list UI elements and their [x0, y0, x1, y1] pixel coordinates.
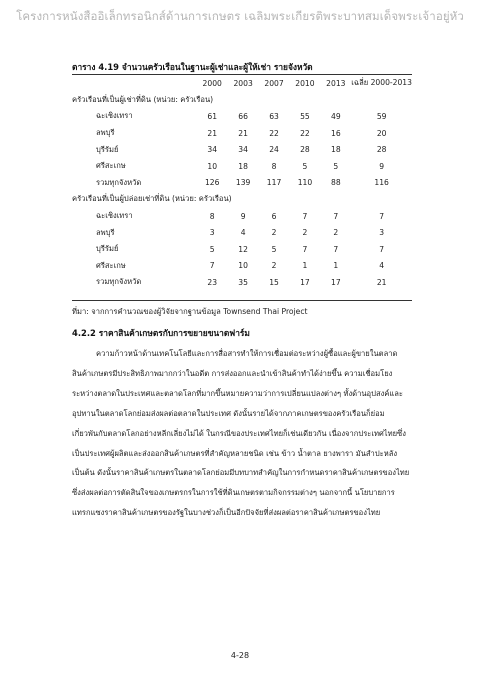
paragraph-line: ระหว่างตลาดในประเทศและตลาดโลกที่มากขึ้นหมายความว่าการเปลี่ยนแปลงต่างๆ ทั้งด้านอุปสงค์และ [72, 388, 403, 398]
table-cell: 10 [207, 161, 218, 171]
table-cell: 21 [376, 277, 387, 287]
table-cell: 17 [300, 277, 310, 287]
table-cell: 8 [209, 211, 215, 221]
table-cell: 23 [207, 277, 218, 287]
column-header: 2010 [295, 78, 315, 88]
column-header: เฉลี่ย 2000-2013 [351, 78, 412, 88]
table-cell: 6 [271, 211, 277, 221]
table-cell: 5 [302, 161, 308, 171]
table-cell: 21 [207, 128, 218, 138]
paragraph-line: ซึ่งส่งผลต่อการตัดสินใจของเกษตรกรในการใช้ที่ดินเกษตรตามกิจกรรมต่างๆ นอกจากนี้ นโยบายการ [72, 488, 395, 498]
table-cell: 3 [209, 228, 215, 238]
table-cell: 35 [238, 277, 248, 287]
table-cell: 88 [331, 178, 341, 188]
table-cell: 17 [331, 277, 341, 287]
table-cell: 34 [207, 145, 218, 155]
column-header: 2003 [233, 78, 253, 88]
column-header [72, 75, 197, 92]
table-cell: 34 [238, 145, 248, 155]
table-cell: 2 [302, 228, 308, 238]
table-cell: 5 [209, 244, 215, 254]
row-label: ลพบุรี [96, 128, 115, 138]
table-cell: 22 [269, 128, 279, 138]
row-label: ศรีสะเกษ [96, 161, 126, 171]
table-cell: 7 [302, 211, 308, 221]
table-header-row [72, 75, 412, 92]
row-label: ฉะเชิงเทรา [96, 211, 133, 221]
paragraph-line: เป็นประเทศผู้ผลิตและส่งออกสินค้าเกษตรที่สำคัญหลายชนิด เช่น ข้าว น้ำตาล ยางพารา มันสำปะหลัง [72, 448, 398, 458]
table-cell: 126 [204, 178, 220, 188]
table-row-total [72, 175, 412, 192]
column-header: 2013 [326, 78, 346, 88]
table-cell: 2 [271, 228, 277, 238]
section-heading: 4.2.2 ราคาสินค้าเกษตรกับการขยายขนาดฟาร์ม [72, 328, 250, 338]
table-cell: 21 [238, 128, 248, 138]
table-cell: 9 [379, 161, 385, 171]
row-label: ลพบุรี [96, 227, 115, 237]
table-cell: 49 [331, 111, 341, 121]
row-label: บุรีรัมย์ [96, 144, 119, 154]
table-cell: 63 [269, 111, 279, 121]
table-cell: 28 [376, 145, 387, 155]
table-cell: 7 [333, 244, 339, 254]
table-row [72, 241, 412, 258]
paragraph-line: อุปทานในตลาดโลกย่อมส่งผลต่อตลาดในประเทศ ดังนั้นรายได้จากภาคเกษตรของครัวเรือนก็ย่อม [72, 408, 385, 418]
table-cell: 66 [238, 111, 248, 121]
data-table [72, 75, 412, 291]
table-cell: 16 [331, 128, 341, 138]
section-heading-row [72, 92, 412, 109]
column-header: 2000 [202, 78, 222, 88]
section-heading-row [72, 191, 412, 208]
table-row [72, 258, 412, 275]
table-cell: 7 [333, 211, 339, 221]
table-row [72, 224, 412, 241]
table-cell: 7 [379, 244, 385, 254]
table-cell: 4 [379, 261, 385, 271]
paragraph-line: สินค้าเกษตรมีประสิทธิภาพมากกว่าในอดีต การส่งออกและนำเข้าสินค้าทำได้ง่ายขึ้น ความเชื่อมโยง [72, 368, 393, 378]
table-cell: 4 [240, 228, 246, 238]
table-cell: 59 [376, 111, 387, 121]
table-cell: 110 [297, 178, 313, 188]
row-label: ฉะเชิงเทรา [96, 111, 133, 121]
table-cell: 10 [238, 261, 248, 271]
table-cell: 1 [302, 261, 308, 271]
table-cell: 2 [333, 228, 339, 238]
table-cell: 1 [333, 261, 339, 271]
table-section-heading: ครัวเรือนที่เป็นผู้เช่าที่ดิน (หน่วย: ครัวเรือน) [72, 94, 214, 104]
table-cell: 24 [269, 145, 279, 155]
table-cell: 8 [271, 161, 277, 171]
table-title: ตาราง 4.19 จำนวนครัวเรือนในฐานะผู้เช่าและผู้ให้เช่า รายจังหวัด [72, 62, 313, 72]
body-paragraph [72, 344, 412, 523]
table-source-note: ที่มา: จากการคำนวณของผู้วิจัยจากฐานข้อมูล Townsend Thai Project [72, 307, 308, 316]
table-row [72, 108, 412, 125]
table-cell: 22 [300, 128, 310, 138]
table-row [72, 125, 412, 142]
table-cell: 116 [374, 178, 389, 188]
table-section-heading: ครัวเรือนที่เป็นผู้ปล่อยเช่าที่ดิน (หน่วย: ครัวเรือน) [72, 194, 232, 204]
table-cell: 5 [271, 244, 277, 254]
table-cell: 9 [240, 211, 246, 221]
row-label: รวมทุกจังหวัด [96, 277, 142, 287]
row-label: รวมทุกจังหวัด [96, 177, 142, 187]
table-cell: 20 [376, 128, 387, 138]
table-cell: 139 [235, 178, 251, 188]
table-cell: 7 [379, 211, 385, 221]
row-label: บุรีรัมย์ [96, 244, 119, 254]
table-cell: 15 [269, 277, 279, 287]
table-cell: 5 [333, 161, 339, 171]
table-cell: 7 [302, 244, 308, 254]
paragraph-line: เป็นต้น ดังนั้นราคาสินค้าเกษตรในตลาดโลกย่อมมีบทบาทสำคัญในการกำหนดราคาสินค้าเกษตรของไทย [72, 468, 410, 478]
running-header: โครงการหนังสืออิเล็กทรอนิกส์ด้านการเกษตร เฉลิมพระเกียรติพระบาทสมเด็จพระเจ้าอยู่หัว [16, 9, 464, 23]
table-cell: 2 [271, 261, 277, 271]
table-cell: 117 [266, 178, 282, 188]
table-row [72, 158, 412, 175]
paragraph-line: แทรกแซงราคาสินค้าเกษตรของรัฐในบางช่วงก็เป็นอีกปัจจัยที่ส่งผลต่อราคาสินค้าเกษตรของไทย [72, 508, 381, 518]
table-cell: 3 [379, 228, 385, 238]
table-bottom-rule [72, 300, 412, 301]
paragraph-line: ความก้าวหน้าด้านเทคโนโลยีและการสื่อสารทำให้การเชื่อมต่อระหว่างผู้ซื้อและผู้ขายในตลาด [96, 349, 398, 358]
table-cell: 28 [300, 145, 310, 155]
table-row [72, 141, 412, 158]
table-row-total [72, 274, 412, 291]
table-row [72, 208, 412, 225]
table-cell: 18 [238, 161, 248, 171]
page-number: 4-28 [230, 651, 250, 660]
row-label: ศรีสะเกษ [96, 260, 126, 270]
column-header: 2007 [264, 78, 284, 88]
table-cell: 12 [238, 244, 248, 254]
table-cell: 7 [209, 261, 215, 271]
table-cell: 55 [300, 111, 310, 121]
table-cell: 61 [207, 111, 218, 121]
table-cell: 18 [331, 145, 341, 155]
paragraph-line: เกี่ยวพันกับตลาดโลกอย่างหลีกเลี่ยงไม่ได้ ในกรณีของประเทศไทยก็เช่นเดียวกัน เนื่องจากประเทศไทยซึ่ง [72, 428, 406, 438]
